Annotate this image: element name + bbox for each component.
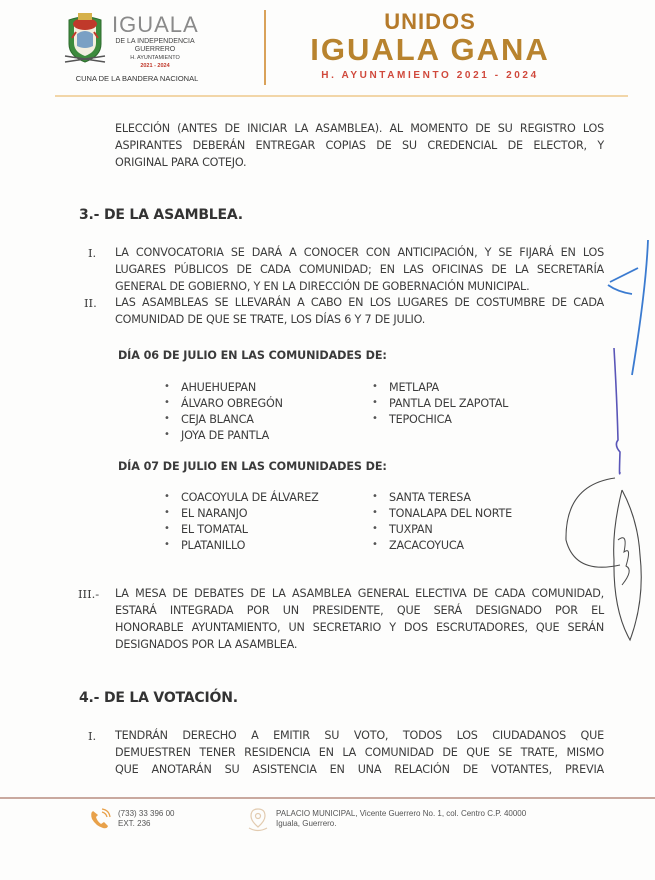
footer-rule	[0, 797, 655, 799]
item-line: COMUNIDAD DE QUE SE TRATE, LOS DÍAS 6 Y 7 DE JULIO.	[115, 313, 426, 326]
community-item: • PLATANILLO	[181, 539, 245, 552]
community-item: • TEPOCHICA	[389, 413, 452, 426]
item-line: LA MESA DE DEBATES DE LA ASAMBLEA GENERAL ELECTIVA DE CADA COMUNIDAD,	[115, 587, 604, 600]
logo-line-3: H. AYUNTAMIENTO	[130, 55, 180, 61]
municipal-crest-icon	[63, 10, 107, 68]
item-line: LA CONVOCATORIA SE DARÁ A CONOCER CON ANTICIPACIÓN, Y SE FIJARÁ EN LOS	[115, 246, 604, 259]
header-divider	[264, 10, 266, 85]
item-line: ESTARÁ INTEGRADA POR UN PRESIDENTE, QUE SERÁ DESIGNADO POR EL	[115, 604, 604, 617]
community-item: • JOYA DE PANTLA	[181, 429, 269, 442]
community-item: • METLAPA	[389, 381, 439, 394]
intro-line: ASPIRANTES DEBERÁN ENTREGAR COPIAS DE SU CREDENCIAL DE ELECTOR, Y	[115, 139, 604, 152]
item-number: I.	[88, 246, 97, 260]
item-line: HONORABLE AYUNTAMIENTO, UN SECRETARIO Y DOS ESCRUTADORES, QUE SERÁN	[115, 621, 604, 634]
brand-line-3: H. AYUNTAMIENTO 2021 - 2024	[321, 70, 539, 81]
item-line: LAS ASAMBLEAS SE LLEVARÁN A CABO EN LOS LUGARES DE COSTUMBRE DE CADA	[115, 296, 604, 309]
community-item: • TONALAPA DEL NORTE	[389, 507, 512, 520]
community-item: • PANTLA DEL ZAPOTAL	[389, 397, 508, 410]
logo-line-1: DE LA INDEPENDENCIA	[115, 38, 195, 45]
item-line: LUGARES PÚBLICOS DE CADA COMUNIDAD; EN LAS OFICINAS DE LA SECRETARÍA	[115, 263, 604, 276]
community-item: • EL TOMATAL	[181, 523, 248, 536]
section-4-title: 4.- DE LA VOTACIÓN.	[79, 690, 238, 706]
community-item: • ZACACOYUCA	[389, 539, 464, 552]
community-item: • CEJA BLANCA	[181, 413, 254, 426]
item-line: DESIGNADOS POR LA ASAMBLEA.	[115, 638, 298, 651]
logo-line-4: 2021 - 2024	[140, 63, 170, 69]
footer-address-line-1: PALACIO MUNICIPAL, Vicente Guerrero No. 1, col. Centro C.P. 40000	[276, 809, 527, 818]
signature-scribble	[618, 538, 629, 585]
community-item: • AHUEHUEPAN	[181, 381, 256, 394]
logo-title: IGUALA	[112, 12, 199, 37]
community-item: • ÁLVARO OBREGÓN	[181, 397, 283, 410]
brand-line-2: IGUALA GANA	[310, 32, 550, 67]
signature-stroke-blue	[608, 240, 648, 375]
logo-line-2: GUERRERO	[134, 46, 176, 53]
item-number: II.	[84, 296, 97, 310]
community-item: • COACOYULA DE ÁLVAREZ	[181, 491, 319, 504]
brand-slogan	[296, 10, 564, 81]
community-item: • TUXPAN	[389, 523, 433, 536]
community-item: • SANTA TERESA	[389, 491, 471, 504]
logo-iguala	[112, 14, 212, 70]
intro-line: ORIGINAL PARA COTEJO.	[115, 156, 247, 169]
section-3-title: 3.- DE LA ASAMBLEA.	[79, 207, 243, 223]
footer-phone: (733) 33 396 00	[118, 809, 175, 818]
signature-stroke-purple	[614, 348, 620, 474]
footer-address-line-2: Iguala, Guerrero.	[276, 819, 337, 828]
day-07-title: DÍA 07 DE JULIO EN LAS COMUNIDADES DE:	[118, 460, 387, 473]
header-rule	[55, 95, 628, 97]
item-line: QUE ANOTARÁN SU ASISTENCIA EN UNA RELACIÓN DE VOTANTES, PREVIA	[115, 763, 604, 776]
logo-motto: CUNA DE LA BANDERA NACIONAL	[75, 74, 199, 83]
footer-ext: EXT. 236	[118, 819, 151, 828]
community-item: • EL NARANJO	[181, 507, 247, 520]
intro-line: ELECCIÓN (ANTES DE INICIAR LA ASAMBLEA). AL MOMENTO DE SU REGISTRO LOS	[115, 122, 604, 135]
day-06-title: DÍA 06 DE JULIO EN LAS COMUNIDADES DE:	[118, 349, 387, 362]
item-line: DEMUESTREN TENER RESIDENCIA EN LA COMUNIDAD DE QUE SE TRATE, MISMO	[115, 746, 604, 759]
item-number: III.-	[78, 587, 100, 601]
item-line: TENDRÁN DERECHO A EMITIR SU VOTO, TODOS LOS CIUDADANOS QUE	[115, 729, 604, 742]
item-line: GENERAL DE GOBIERNO, Y EN LA DIRECCIÓN DE GOBERNACIÓN MUNICIPAL.	[115, 280, 530, 293]
item-number: I.	[88, 729, 97, 743]
brand-line-1: UNIDOS	[384, 9, 476, 34]
phone-icon	[89, 808, 111, 830]
map-pin-icon	[246, 807, 270, 833]
